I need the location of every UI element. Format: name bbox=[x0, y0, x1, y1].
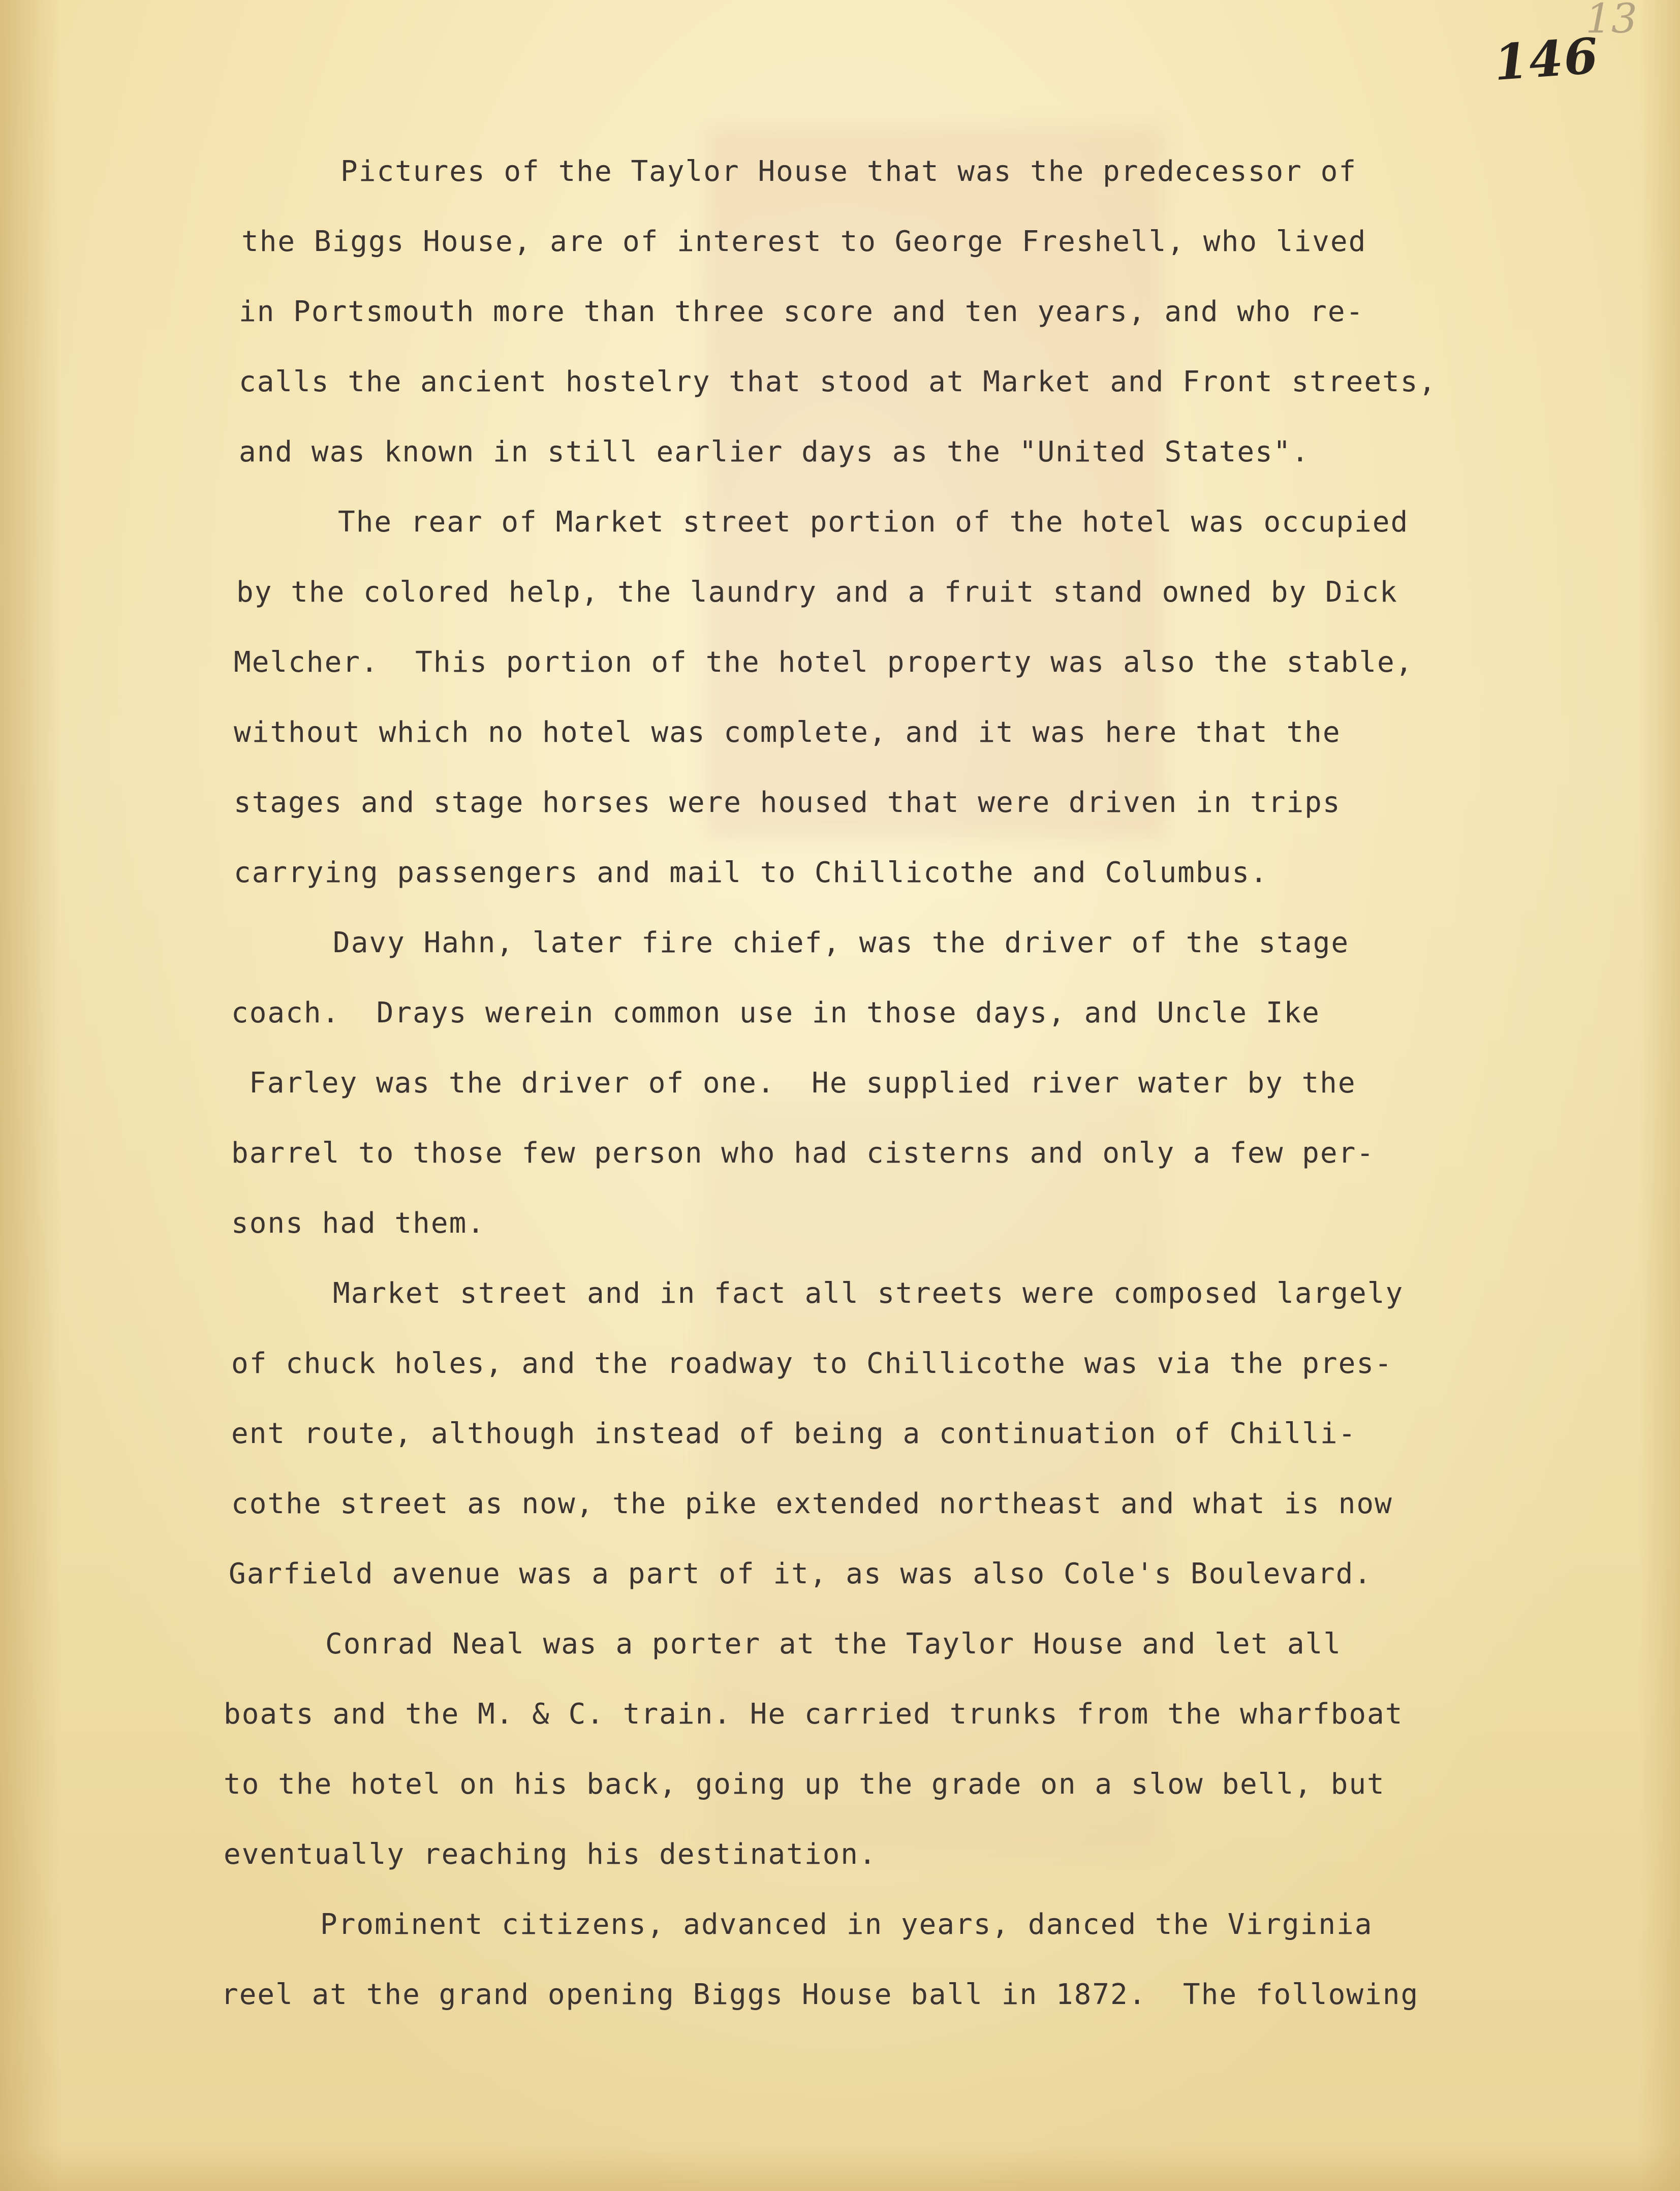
text-line: calls the ancient hostelry that stood at Market and Front streets, bbox=[239, 365, 1437, 398]
text-line: sons had them. bbox=[231, 1207, 486, 1240]
text-line: reel at the grand opening Biggs House ball in 1872. The following bbox=[221, 1978, 1419, 2011]
text-line: eventually reaching his destination. bbox=[224, 1838, 877, 1871]
text-line: ent route, although instead of being a continuation of Chilli- bbox=[231, 1417, 1357, 1450]
text-line: stages and stage horses were housed that were driven in trips bbox=[234, 786, 1341, 819]
text-line: of chuck holes, and the roadway to Chillicothe was via the pres- bbox=[231, 1347, 1393, 1380]
text-line: Garfield avenue was a part of it, as was also Cole's Boulevard. bbox=[229, 1557, 1373, 1590]
text-line: and was known in still earlier days as the "United States". bbox=[239, 435, 1310, 468]
paper-edge-left bbox=[0, 0, 61, 2191]
text-line: the Biggs House, are of interest to George Freshell, who lived bbox=[241, 225, 1367, 258]
text-line: barrel to those few person who had cisterns and only a few per- bbox=[231, 1137, 1375, 1170]
text-line: cothe street as now, the pike extended northeast and what is now bbox=[231, 1487, 1393, 1520]
paper-edge-right bbox=[1639, 0, 1680, 2191]
handwritten-page-number: 146 bbox=[1492, 26, 1601, 92]
corner-pencil-mark: 13 bbox=[1585, 0, 1637, 42]
text-line: carrying passengers and mail to Chillicothe and Columbus. bbox=[234, 856, 1268, 889]
paper-stain-lower bbox=[706, 1092, 1164, 1855]
text-line: Melcher. This portion of the hotel property was also the stable, bbox=[234, 646, 1414, 679]
text-line: Davy Hahn, later fire chief, was the driver of the stage bbox=[333, 926, 1350, 959]
text-line: coach. Drays werein common use in those days, and Uncle Ike bbox=[231, 996, 1320, 1029]
text-line: Farley was the driver of one. He supplied river water by the bbox=[249, 1067, 1356, 1100]
paper-edge-bottom bbox=[0, 2145, 1680, 2191]
text-line: by the colored help, the laundry and a fruit stand owned by Dick bbox=[236, 576, 1398, 609]
text-line: The rear of Market street portion of the hotel was occupied bbox=[338, 506, 1409, 539]
text-line: boats and the M. & C. train. He carried trunks from the wharfboat bbox=[224, 1698, 1404, 1731]
text-line: without which no hotel was complete, and it was here that the bbox=[234, 716, 1341, 749]
text-line: Conrad Neal was a porter at the Taylor House and let all bbox=[325, 1627, 1342, 1661]
text-line: Pictures of the Taylor House that was the predecessor of bbox=[340, 155, 1357, 188]
text-line: to the hotel on his back, going up the grade on a slow bell, but bbox=[224, 1768, 1385, 1801]
text-line: Market street and in fact all streets were composed largely bbox=[333, 1277, 1404, 1310]
text-line: Prominent citizens, advanced in years, danced the Virginia bbox=[320, 1908, 1373, 1941]
text-line: in Portsmouth more than three score and ten years, and who re- bbox=[239, 295, 1364, 328]
